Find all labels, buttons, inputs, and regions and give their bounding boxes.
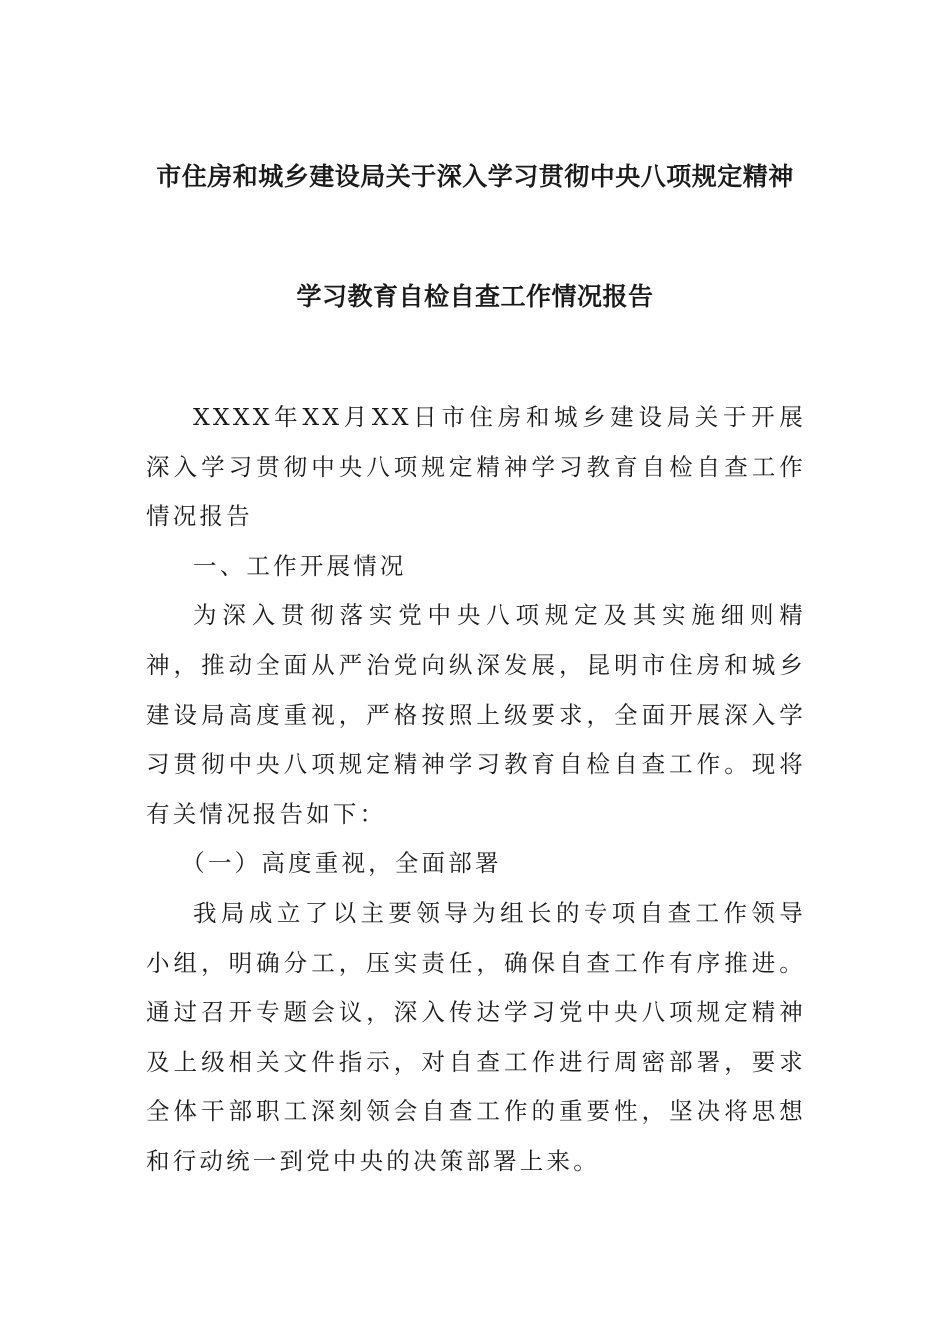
body-paragraph: 为深入贯彻落实党中央八项规定及其实施细则精神，推动全面从严治党向纵深发展，昆明市住房和城乡建设局高度重视，严格按照上级要求，全面开展深入学习贯彻中央八项规定精神学习教育自检自查工作。现将有关情况报告如下：: [146, 601, 806, 828]
document-body: [146, 393, 806, 1187]
intro-paragraph: XXXX年XX月XX日市住房和城乡建设局关于开展深入学习贯彻中央八项规定精神学习教育自检自查工作情况报告: [146, 403, 806, 531]
section-heading-work-progress: 一、工作开展情况: [193, 551, 407, 580]
subsection-heading-deployment: （一）高度重视，全面部署: [181, 849, 502, 878]
body-paragraph: 我局成立了以主要领导为组长的专项自查工作领导小组，明确分工，压实责任，确保自查工作有序推进。通过召开专题会议，深入传达学习党中央八项规定精神及上级相关文件指示，对自查工作进行周密部署，要求全体干部职工深刻领会自查工作的重要性，坚决将思想和行动统一到党中央的决策部署上来。: [146, 898, 806, 1175]
document-title-line-2: 学习教育自检自查工作情况报告: [296, 282, 654, 311]
document-title-line-1: 市住房和城乡建设局关于深入学习贯彻中央八项规定精神: [156, 162, 794, 191]
